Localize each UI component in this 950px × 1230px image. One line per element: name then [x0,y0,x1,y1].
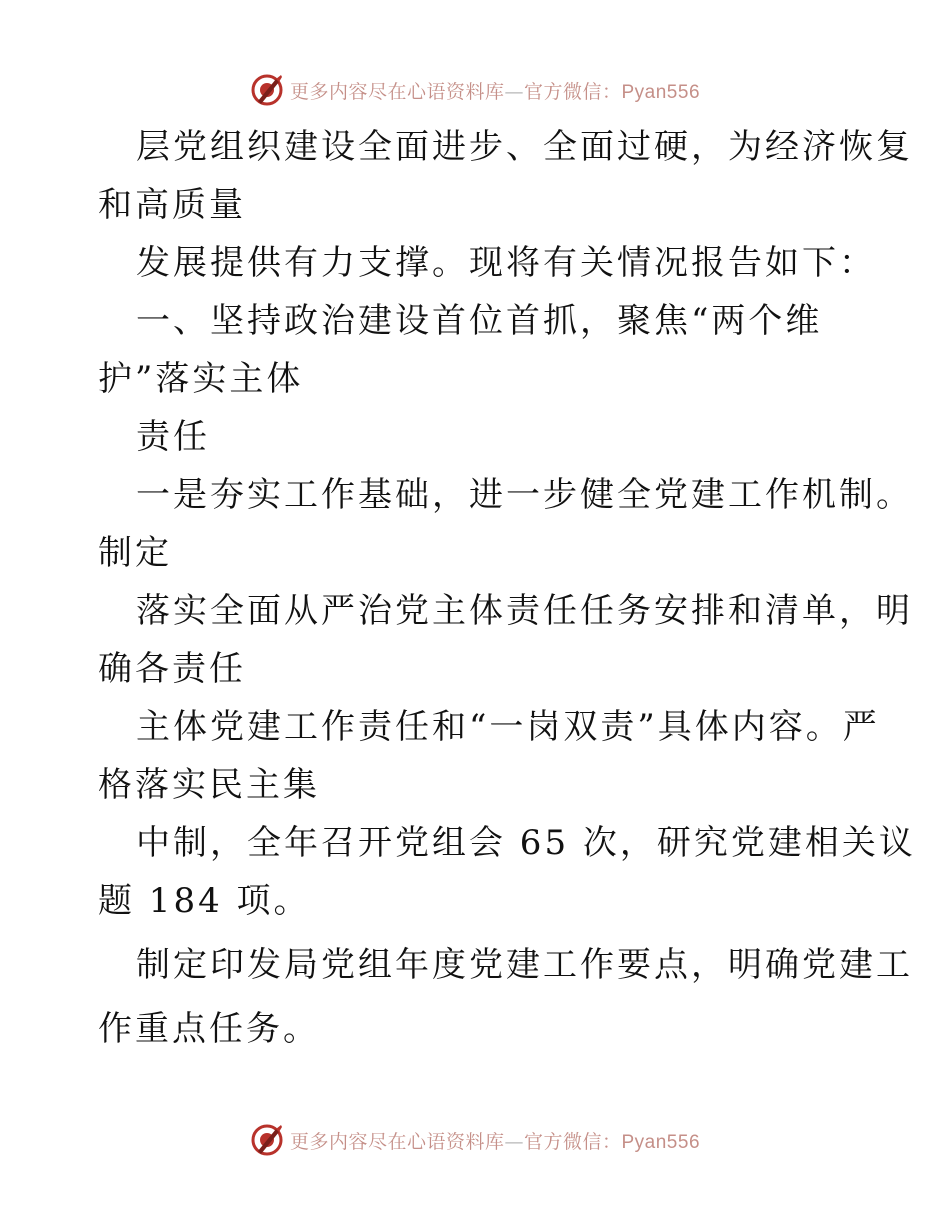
pen-logo-icon [250,1123,284,1157]
body-line: 制定印发局党组年度党建工作要点，明确党建工 [136,945,913,985]
banner-text [290,1127,700,1154]
wechat-label: 官方微信： [523,80,622,103]
body-line: 作重点任务。 [98,1009,320,1049]
body-line: 题 184 项。 [98,881,311,921]
body-line: 发展提供有力支撑。现将有关情况报告如下： [136,243,876,283]
wechat-id: Pyan556 [621,81,701,103]
header-banner [0,70,950,110]
body-line: 制定 [98,533,172,573]
section-heading-cont: 护”落实主体 [98,359,304,399]
body-line: 格落实民主集 [98,765,320,805]
body-line: 主体党建工作责任和“一岗双责”具体内容。严 [136,707,880,747]
body-line: 中制，全年召开党组会 65 次，研究党建相关议 [136,823,916,863]
body-line: 一是夯实工作基础，进一步健全党建工作机制。 [136,475,913,515]
body-line: 和高质量 [98,185,246,225]
wechat-id: Pyan556 [621,1131,701,1153]
banner-title: 更多内容尽在心语资料库 [289,1130,505,1153]
section-heading: 一、坚持政治建设首位首抓，聚焦“两个维 [136,301,823,341]
document-body [98,118,916,1058]
banner-separator: — [504,1130,524,1153]
banner-title: 更多内容尽在心语资料库 [289,80,505,103]
body-line: 层党组织建设全面进步、全面过硬，为经济恢复 [136,127,913,167]
section-heading-cont: 责任 [136,417,210,457]
wechat-label: 官方微信： [523,1130,622,1153]
body-line: 落实全面从严治党主体责任任务安排和清单，明 [136,591,913,631]
banner-text [290,77,700,104]
footer-banner [0,1120,950,1160]
body-line: 确各责任 [98,649,246,689]
banner-separator: — [504,80,524,103]
pen-logo-icon [250,73,284,107]
